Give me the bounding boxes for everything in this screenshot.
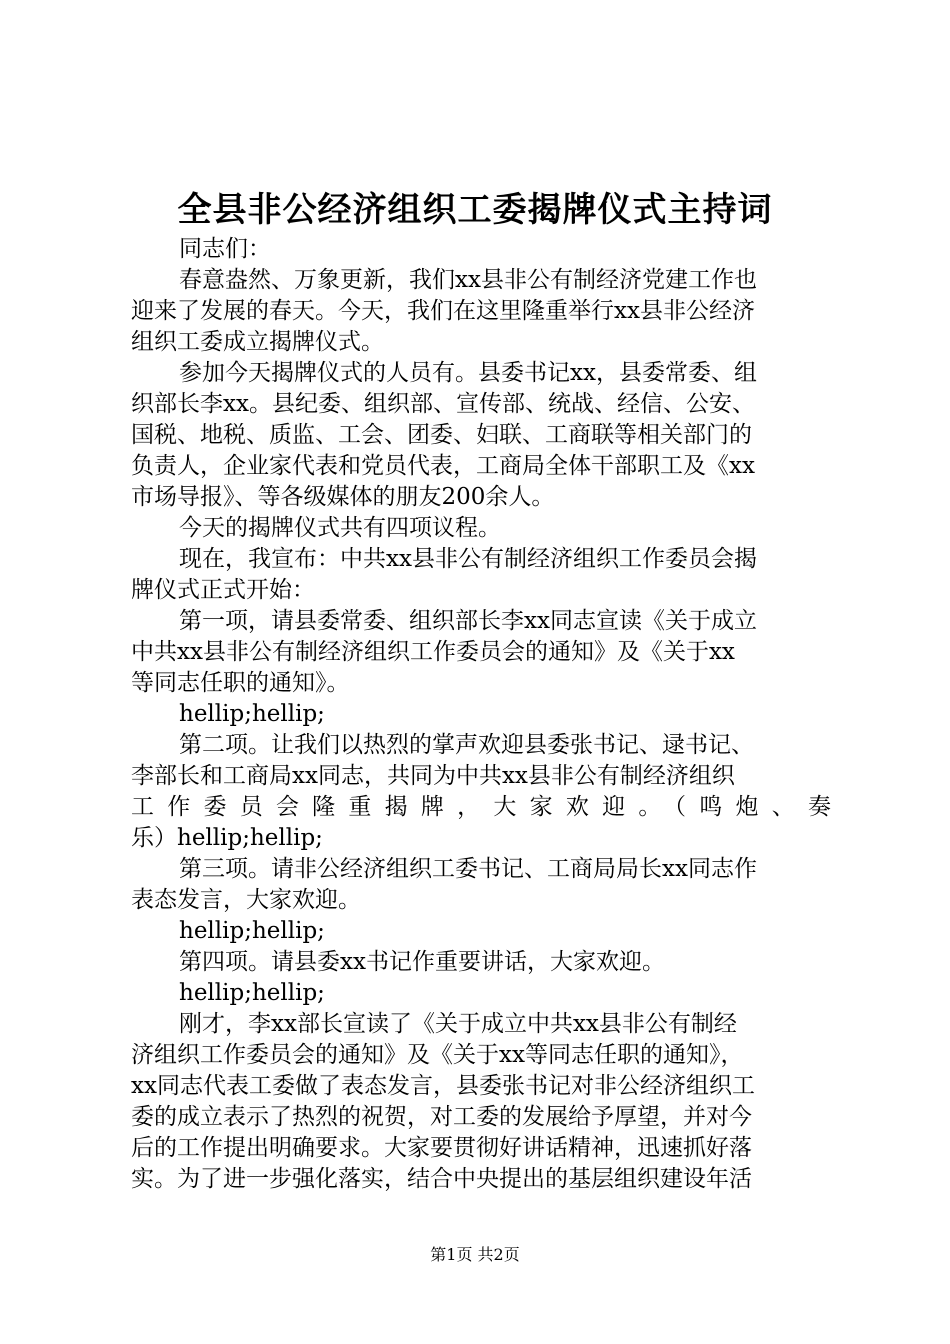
document-body xyxy=(131,234,831,1195)
text-line: 牌仪式正式开始： xyxy=(131,577,315,603)
text-line: 今天的揭牌仪式共有四项议程。 xyxy=(179,515,501,541)
text-line: 现在，我宣布：中共xx县非公有制经济组织工作委员会揭 xyxy=(179,546,757,572)
text-line: 李部长和工商局xx同志，共同为中共xx县非公有制经济组织 xyxy=(131,763,735,789)
text-line: 中共xx县非公有制经济组织工作委员会的通知》及《关于xx xyxy=(131,639,735,665)
page-title: 全县非公经济组织工委揭牌仪式主持词 xyxy=(177,190,773,230)
text-line: 织部长李xx。县纪委、组织部、宣传部、统战、经信、公安、 xyxy=(131,391,755,417)
text-line: 刚才，李xx部长宣读了《关于成立中共xx县非公有制经 xyxy=(179,1011,737,1037)
text-line: 第一项，请县委常委、组织部长李xx同志宣读《关于成立 xyxy=(179,608,757,634)
text-line: 实。为了进一步强化落实，结合中央提出的基层组织建设年活 xyxy=(131,1166,752,1192)
text-line: 表态发言，大家欢迎。 xyxy=(131,887,361,913)
text-line: hellip;hellip; xyxy=(179,980,325,1006)
text-line: 春意盎然、万象更新，我们xx县非公有制经济党建工作也 xyxy=(179,267,757,293)
text-line: xx同志代表工委做了表态发言，县委张书记对非公经济组织工 xyxy=(131,1073,755,1099)
page-footer: 第1页 共2页 xyxy=(430,1245,520,1264)
text-line: 负责人，企业家代表和党员代表，工商局全体干部职工及《xx xyxy=(131,453,755,479)
text-line: 迎来了发展的春天。今天，我们在这里隆重举行xx县非公经济 xyxy=(131,298,755,324)
text-line: 市场导报》、等各级媒体的朋友200余人。 xyxy=(131,484,555,510)
text-line: 济组织工作委员会的通知》及《关于xx等同志任职的通知》， xyxy=(131,1042,744,1068)
text-line: 参加今天揭牌仪式的人员有。县委书记xx，县委常委、组 xyxy=(179,360,757,386)
text-line: hellip;hellip; xyxy=(179,701,325,727)
text-line: 第三项。请非公经济组织工委书记、工商局局长xx同志作 xyxy=(179,856,757,882)
text-line: 委的成立表示了热烈的祝贺，对工委的发展给予厚望，并对今 xyxy=(131,1104,752,1130)
text-line: 国税、地税、质监、工会、团委、妇联、工商联等相关部门的 xyxy=(131,422,752,448)
text-line: 乐）hellip;hellip; xyxy=(131,825,323,851)
text-line: 等同志任职的通知》。 xyxy=(131,670,350,696)
text-line: 第四项。请县委xx书记作重要讲话，大家欢迎。 xyxy=(179,949,665,975)
text-line: 组织工委成立揭牌仪式。 xyxy=(131,329,384,355)
text-line: 同志们： xyxy=(179,236,271,262)
text-line: 第二项。让我们以热烈的掌声欢迎县委张书记、逯书记、 xyxy=(179,732,754,758)
text-line: hellip;hellip; xyxy=(179,918,325,944)
text-line: 工作委员会隆重揭牌，大家欢迎。（鸣炮、奏 xyxy=(131,794,831,820)
text-line: 后的工作提出明确要求。大家要贯彻好讲话精神，迅速抓好落 xyxy=(131,1135,752,1161)
